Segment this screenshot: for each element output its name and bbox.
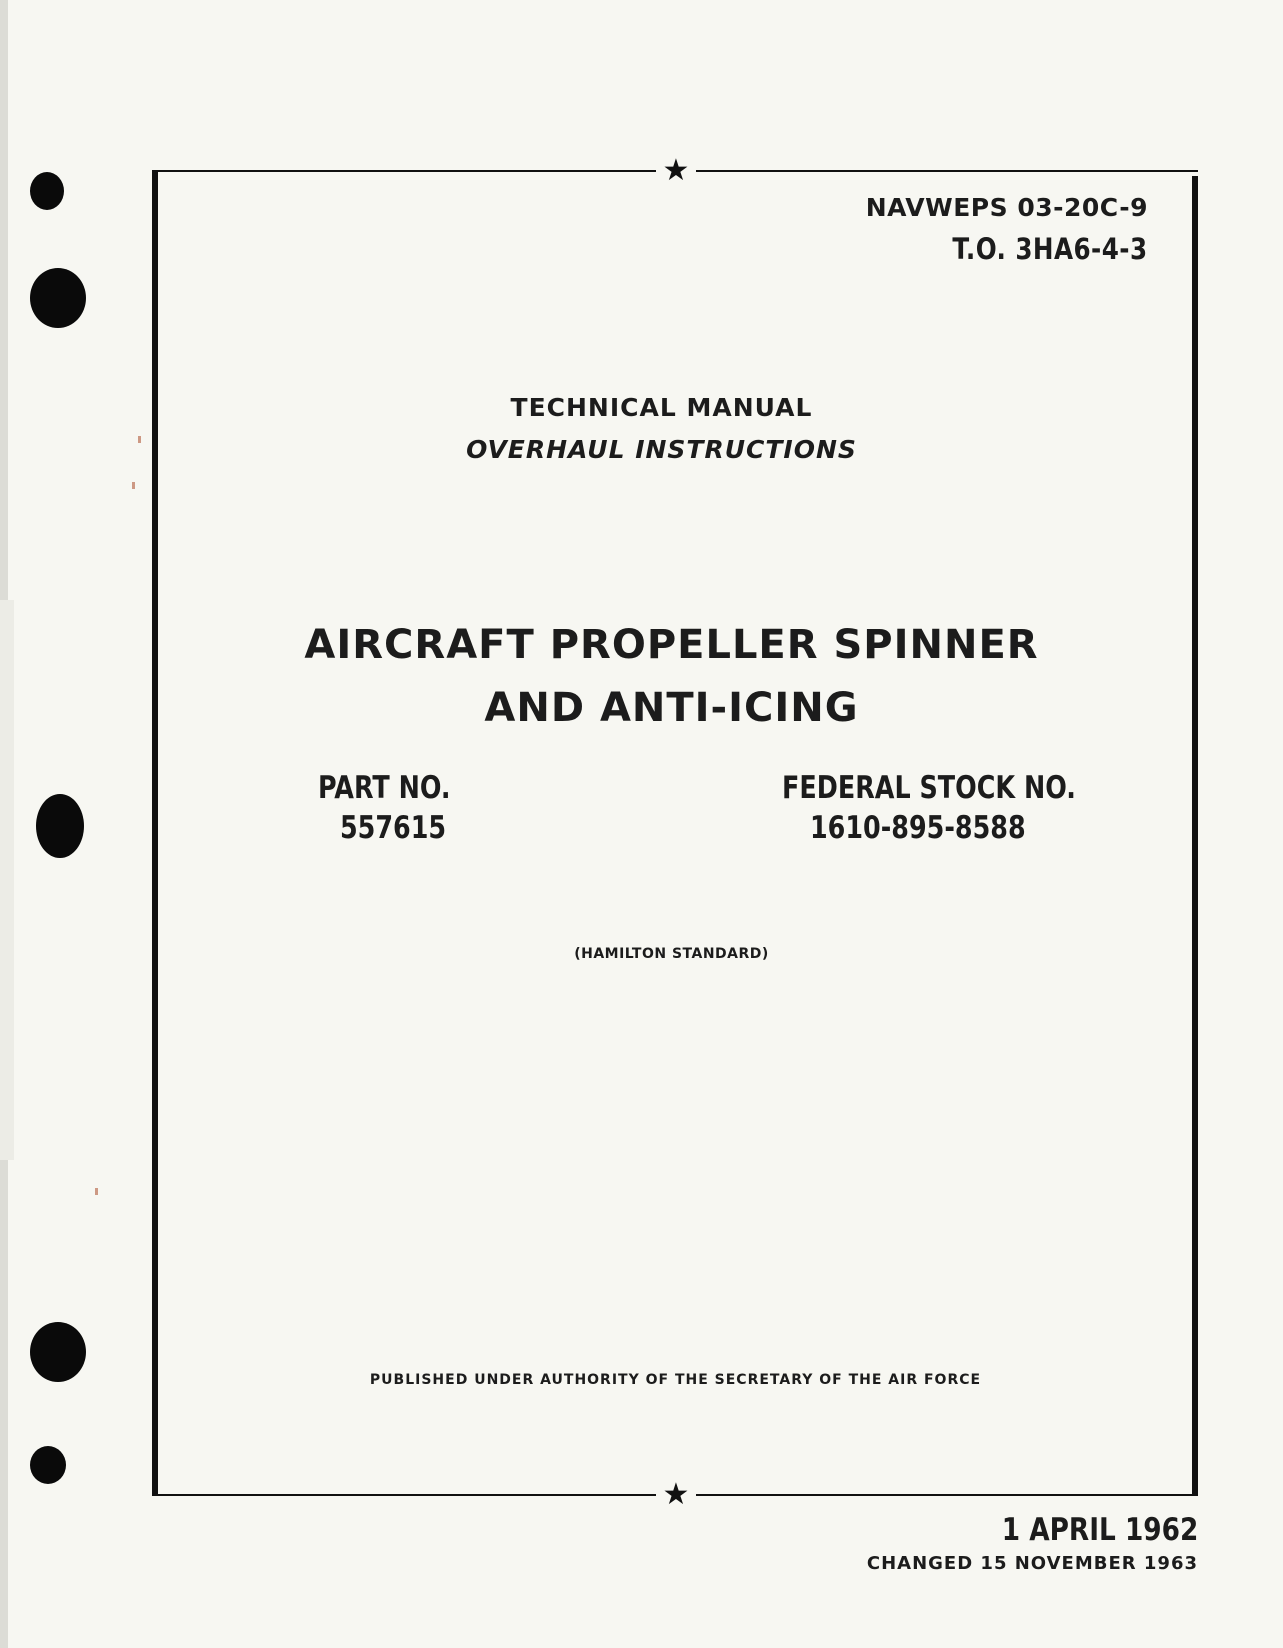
change-date: CHANGED 15 NOVEMBER 1963 xyxy=(866,1553,1198,1574)
authority-statement: PUBLISHED UNDER AUTHORITY OF THE SECRETARY OF THE AIR FORCE xyxy=(369,1372,982,1388)
manufacturer-note: (HAMILTON STANDARD) xyxy=(574,946,769,962)
publication-date: 1 APRIL 1962 xyxy=(1001,1512,1198,1548)
binding-hole-3 xyxy=(36,794,84,858)
frame-left-rule xyxy=(152,170,158,1496)
manual-type-heading: TECHNICAL MANUAL xyxy=(510,393,813,422)
star-icon: ★ xyxy=(656,1475,696,1515)
federal-stock-value: 1610-895-8588 xyxy=(810,810,1026,846)
federal-stock-label: FEDERAL STOCK NO. xyxy=(782,770,1076,806)
paper-edge xyxy=(0,600,14,1160)
part-number-value: 557615 xyxy=(340,810,447,846)
stain-speck xyxy=(95,1188,98,1195)
part-number-label: PART NO. xyxy=(318,770,451,806)
binding-hole-1 xyxy=(30,172,64,210)
to-number: T.O. 3HA6-4-3 xyxy=(952,232,1148,266)
document-title-line-1: AIRCRAFT PROPELLER SPINNER xyxy=(304,622,1039,668)
instruction-type-heading: OVERHAUL INSTRUCTIONS xyxy=(466,435,857,464)
binding-hole-5 xyxy=(30,1446,66,1484)
navweps-number: NAVWEPS 03-20C-9 xyxy=(865,193,1148,222)
star-icon: ★ xyxy=(656,151,696,191)
stain-speck xyxy=(132,482,135,489)
document-title-line-2: AND ANTI-ICING xyxy=(484,685,859,731)
binding-hole-2 xyxy=(30,268,86,328)
frame-right-rule xyxy=(1192,176,1198,1496)
